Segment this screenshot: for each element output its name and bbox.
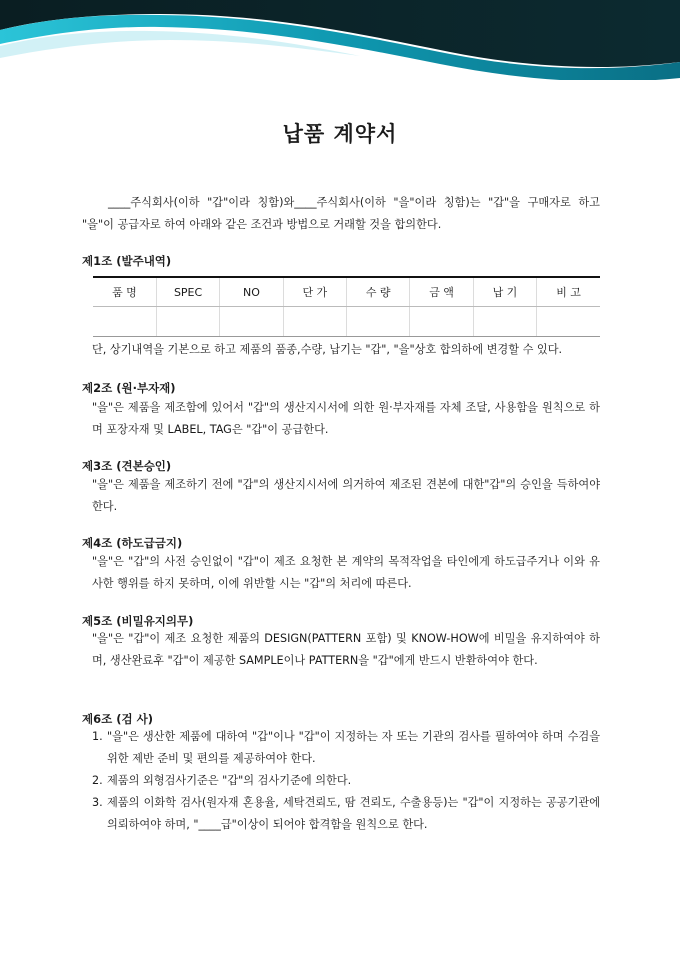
column-header: 금 액 xyxy=(410,277,473,307)
article-1-note: 단, 상기내역을 기본으로 하고 제품의 품종,수량, 납기는 "갑", "을"상호 합의하에 변경할 수 있다. xyxy=(92,343,563,356)
table-header-row xyxy=(93,277,600,307)
article-2-text: "을"은 제품을 제조함에 있어서 "갑"의 생산지시서에 의한 원·부자재를 자체 조달, 사용함을 원칙으로 하며 포장자재 및 LABEL, TAG은 "갑"이 공급한다. xyxy=(92,401,600,436)
table-cell xyxy=(156,307,219,337)
column-header: 품 명 xyxy=(93,277,156,307)
list-item-text: 제품의 외형검사기준은 "갑"의 검사기준에 의한다. xyxy=(107,774,352,787)
inspection-list xyxy=(92,726,600,836)
intro-paragraph: ____주식회사(이하 "갑"이라 칭함)와____주식회사(이하 "을"이라 칭함)는 "갑"을 구매자로 하고 "을"이 공급자로 하여 아래와 같은 조건과 방법으로 거래할 것을 합의한다. xyxy=(82,196,600,231)
column-header: 수 량 xyxy=(347,277,410,307)
article-2-heading: 제2조 (원·부자재) xyxy=(82,381,176,395)
list-item xyxy=(92,726,600,770)
header-wave-decoration xyxy=(0,0,680,80)
list-number: 2. xyxy=(92,774,103,787)
list-item xyxy=(92,792,600,836)
list-item-text: 제품의 이화학 검사(원자재 혼용율, 세탁견뢰도, 땀 견뢰도, 수출용등)는 "갑"이 지정하는 공공기관에 의뢰하여야 하며, "____급"이상이 되어야 합격함을 원칙으로 한다. xyxy=(107,796,600,831)
table-cell xyxy=(220,307,283,337)
table-row xyxy=(93,307,600,337)
column-header: NO xyxy=(220,277,283,307)
list-number: 1. xyxy=(92,730,103,743)
list-item-text: "을"은 생산한 제품에 대하여 "갑"이나 "갑"이 지정하는 자 또는 기관의 검사를 필하여야 하며 수검을 위한 제반 준비 및 편의를 제공하여야 한다. xyxy=(107,730,600,765)
article-1-heading: 제1조 (발주내역) xyxy=(82,254,172,268)
article-3-heading: 제3조 (견본승인) xyxy=(82,459,172,473)
article-3-text: "을"은 제품을 제조하기 전에 "갑"의 생산지시서에 의거하여 제조된 견본에 대한"갑"의 승인을 득하여야 한다. xyxy=(92,478,600,513)
article-4-text: "을"은 "갑"의 사전 승인없이 "갑"이 제조 요청한 본 계약의 목적작업을 타인에게 하도급주거나 이와 유사한 행위를 하지 못하며, 이에 위반할 시는 "갑"의 처리에 따른다. xyxy=(92,555,600,590)
document-title: 납품 계약서 xyxy=(282,122,398,146)
table-cell xyxy=(537,307,600,337)
table-cell xyxy=(473,307,536,337)
article-4-heading: 제4조 (하도급금지) xyxy=(82,536,183,550)
table-cell xyxy=(410,307,473,337)
article-5-text: "을"은 "갑"이 제조 요청한 제품의 DESIGN(PATTERN 포함) 및 KNOW-HOW에 비밀을 유지하여야 하며, 생산완료후 "갑"이 제공한 SAMPLE이나 PATTERN을 "갑"에게 반드시 반환하여야 한다. xyxy=(92,632,600,667)
order-table xyxy=(93,276,600,337)
column-header: 비 고 xyxy=(537,277,600,307)
list-number: 3. xyxy=(92,796,103,809)
column-header: 납 기 xyxy=(473,277,536,307)
column-header: 단 가 xyxy=(283,277,346,307)
article-5-heading: 제5조 (비밀유지의무) xyxy=(82,614,194,628)
list-item xyxy=(92,770,600,792)
table-cell xyxy=(283,307,346,337)
column-header: SPEC xyxy=(156,277,219,307)
article-6-heading: 제6조 (검 사) xyxy=(82,712,153,726)
table-cell xyxy=(347,307,410,337)
table-cell xyxy=(93,307,156,337)
